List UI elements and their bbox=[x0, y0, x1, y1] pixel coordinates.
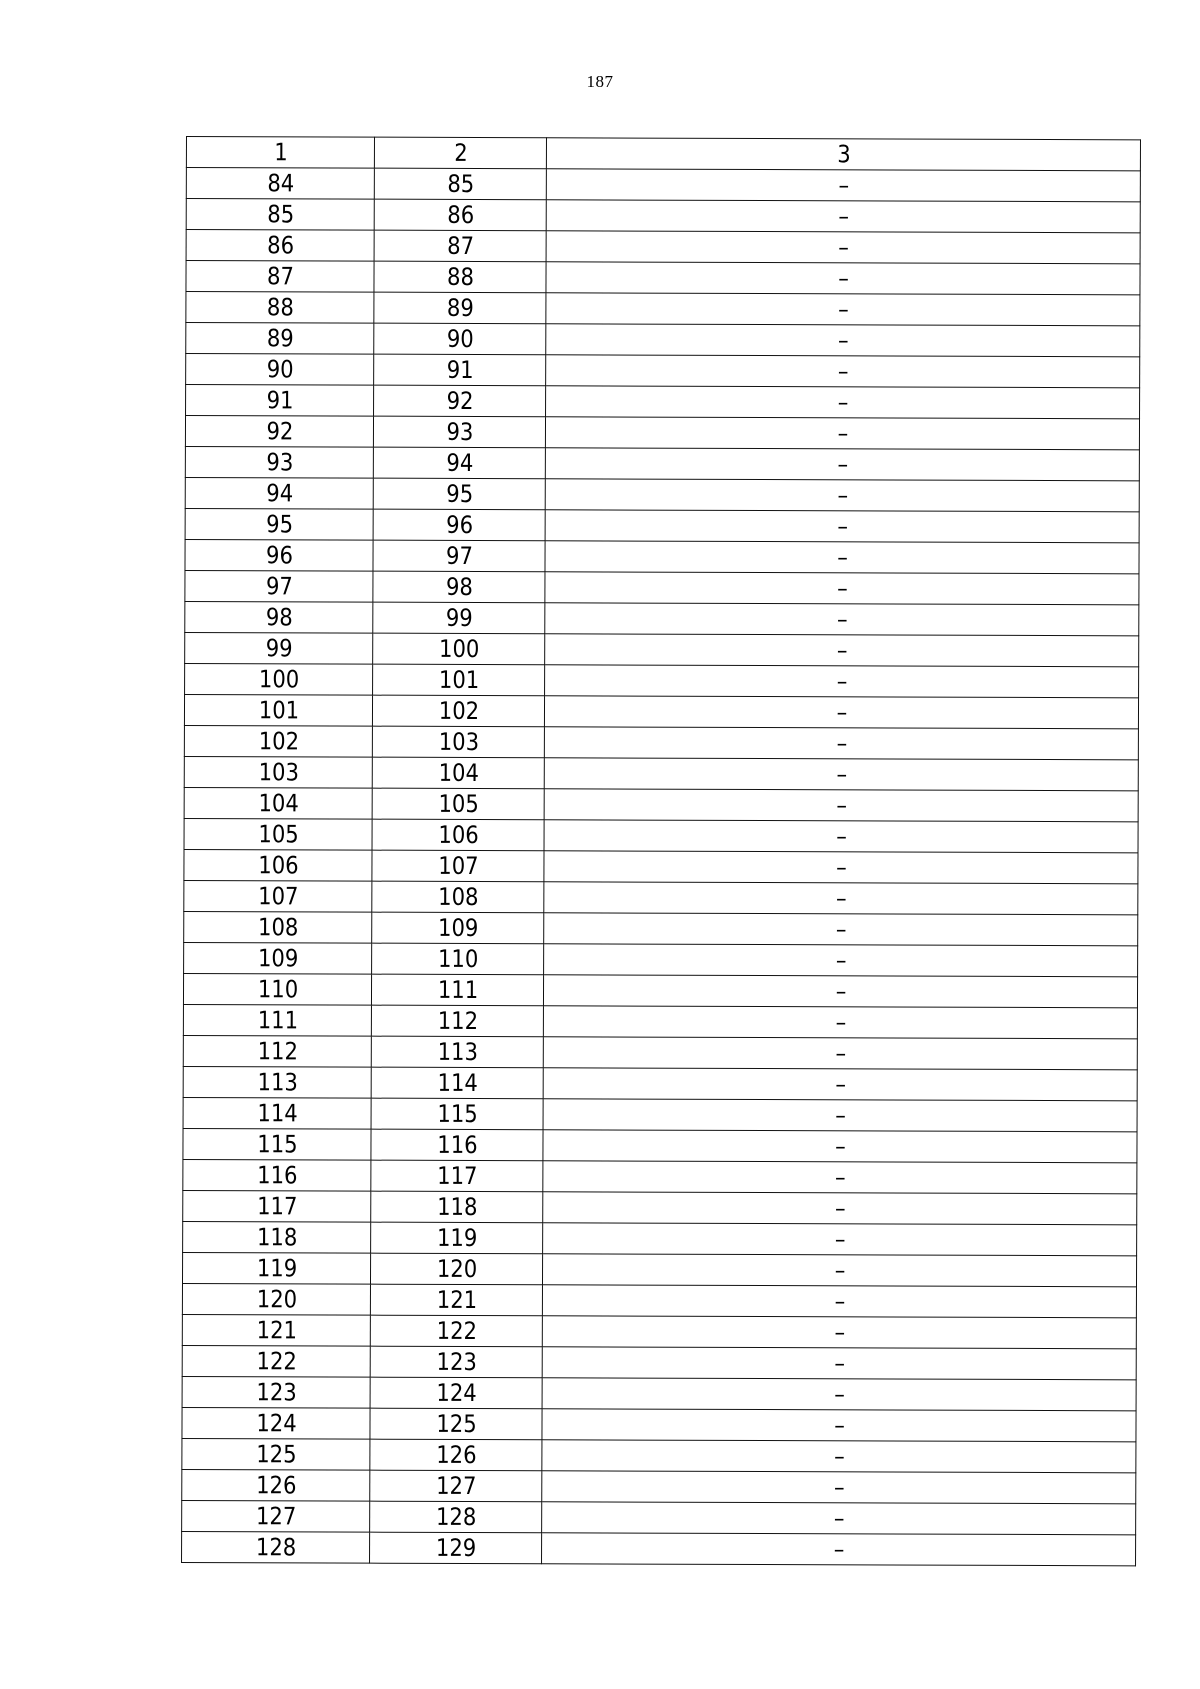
table-row bbox=[182, 1438, 1136, 1472]
table-row bbox=[184, 756, 1138, 790]
table-cell: 106 bbox=[382, 819, 533, 851]
table-cell: – bbox=[579, 944, 1102, 977]
table-cell: 102 bbox=[383, 695, 534, 727]
table-row bbox=[184, 911, 1138, 945]
table-cell: 104 bbox=[195, 788, 361, 820]
table-row bbox=[182, 1314, 1136, 1348]
table-cell: – bbox=[579, 913, 1102, 946]
table-cell: 123 bbox=[380, 1346, 531, 1378]
table-row bbox=[182, 1345, 1136, 1379]
table-cell: 96 bbox=[383, 509, 534, 541]
table-cell: 122 bbox=[193, 1346, 359, 1378]
table-row bbox=[182, 1376, 1136, 1410]
table-cell: – bbox=[581, 479, 1104, 512]
table-cell: 125 bbox=[193, 1439, 359, 1471]
table-row bbox=[184, 942, 1138, 976]
table-cell: 106 bbox=[195, 850, 361, 882]
table-cell: 113 bbox=[382, 1036, 533, 1068]
table-cell: 117 bbox=[194, 1191, 360, 1223]
table-cell: 99 bbox=[196, 633, 362, 665]
table-cell: 124 bbox=[193, 1408, 359, 1440]
table-cell: – bbox=[580, 820, 1103, 853]
page-number: 187 bbox=[586, 72, 614, 91]
table-cell: – bbox=[581, 448, 1104, 481]
table-cell: 112 bbox=[382, 1005, 533, 1037]
table-cell: 103 bbox=[383, 726, 534, 758]
table-cell: 107 bbox=[195, 881, 361, 913]
table-cell: – bbox=[581, 417, 1104, 450]
table-cell: – bbox=[581, 324, 1104, 357]
table-cell: 128 bbox=[193, 1532, 359, 1564]
table-cell: 108 bbox=[382, 881, 533, 913]
table-row bbox=[185, 446, 1139, 480]
table-cell: – bbox=[578, 1378, 1101, 1411]
table-cell: 91 bbox=[197, 385, 363, 417]
table-row bbox=[182, 1283, 1136, 1317]
table-cell: – bbox=[578, 1316, 1101, 1349]
table-cell: 94 bbox=[196, 478, 362, 510]
table-row bbox=[186, 230, 1140, 264]
table-row bbox=[186, 168, 1140, 202]
table-cell: 127 bbox=[380, 1470, 531, 1502]
table-cell: 121 bbox=[194, 1315, 360, 1347]
table-cell: 118 bbox=[194, 1222, 360, 1254]
table-cell: 109 bbox=[382, 912, 533, 944]
table-cell: – bbox=[578, 1223, 1101, 1256]
table-cell: – bbox=[579, 1130, 1102, 1163]
table-cell: – bbox=[579, 1099, 1102, 1132]
table-cell: 103 bbox=[196, 757, 362, 789]
table-cell: 84 bbox=[198, 168, 364, 200]
table-cell: – bbox=[578, 1285, 1101, 1318]
table-row bbox=[183, 1035, 1137, 1069]
table-row bbox=[184, 694, 1138, 728]
table-cell: – bbox=[579, 882, 1102, 915]
table-cell: – bbox=[581, 355, 1104, 388]
table-cell: – bbox=[577, 1471, 1100, 1504]
table-cell: – bbox=[577, 1440, 1100, 1473]
table-row bbox=[185, 416, 1139, 450]
table-row bbox=[186, 385, 1140, 419]
table-cell: – bbox=[579, 1068, 1102, 1101]
table-row bbox=[182, 1500, 1136, 1534]
table-cell: 111 bbox=[195, 1005, 361, 1037]
table-header bbox=[186, 137, 1140, 171]
table-cell: 117 bbox=[381, 1160, 532, 1192]
table-row bbox=[186, 354, 1140, 388]
table-cell: 97 bbox=[383, 540, 534, 572]
table-row bbox=[185, 539, 1139, 573]
table-cell: 97 bbox=[196, 571, 362, 603]
table-cell: 102 bbox=[196, 726, 362, 758]
table-row bbox=[182, 1469, 1136, 1503]
table-cell: – bbox=[580, 851, 1103, 884]
table-cell: – bbox=[581, 386, 1104, 419]
table-row bbox=[185, 663, 1139, 697]
table-row bbox=[186, 261, 1140, 295]
table-cell: 95 bbox=[196, 509, 362, 541]
table-row bbox=[184, 849, 1138, 883]
table-cell: – bbox=[579, 1006, 1102, 1039]
table-cell: 88 bbox=[384, 261, 535, 293]
table-row bbox=[184, 725, 1138, 759]
table-cell: – bbox=[580, 696, 1103, 729]
table-cell: – bbox=[578, 1161, 1101, 1194]
table-row bbox=[185, 477, 1139, 511]
table-cell: 107 bbox=[382, 850, 533, 882]
table-cell: 119 bbox=[381, 1222, 532, 1254]
table-cell: 86 bbox=[384, 199, 535, 231]
column-header-3: 3 bbox=[582, 138, 1105, 171]
table-row bbox=[186, 323, 1140, 357]
table-cell: 89 bbox=[197, 323, 363, 355]
table-cell: 99 bbox=[383, 602, 534, 634]
table-cell: – bbox=[581, 510, 1104, 543]
table-row bbox=[184, 880, 1138, 914]
table-row bbox=[183, 973, 1137, 1007]
table-cell: 125 bbox=[380, 1408, 531, 1440]
table-cell: 123 bbox=[193, 1377, 359, 1409]
table-cell: – bbox=[580, 603, 1103, 636]
table-cell: 100 bbox=[383, 633, 534, 665]
table-cell: 98 bbox=[196, 602, 362, 634]
table-row bbox=[185, 632, 1139, 666]
table-cell: 129 bbox=[380, 1532, 531, 1564]
table-cell: 90 bbox=[384, 323, 535, 355]
table-cell: – bbox=[580, 758, 1103, 791]
table-row bbox=[186, 292, 1140, 326]
table-cell: 116 bbox=[194, 1160, 360, 1192]
table-cell: 115 bbox=[381, 1098, 532, 1130]
table-row bbox=[183, 1066, 1137, 1100]
table-cell: 121 bbox=[381, 1284, 532, 1316]
table-cell: 92 bbox=[197, 416, 363, 448]
table-cell: 110 bbox=[195, 974, 361, 1006]
table-cell: 85 bbox=[197, 199, 363, 231]
table-cell: 111 bbox=[382, 974, 533, 1006]
table-cell: 94 bbox=[384, 447, 535, 479]
table-cell: 86 bbox=[197, 230, 363, 262]
table-cell: 95 bbox=[384, 478, 535, 510]
table-cell: 114 bbox=[194, 1098, 360, 1130]
table-cell: 100 bbox=[196, 664, 362, 696]
table-cell: – bbox=[579, 975, 1102, 1008]
table-cell: – bbox=[580, 789, 1103, 822]
table-cell: – bbox=[577, 1533, 1100, 1566]
table-row bbox=[185, 508, 1139, 542]
table-cell: – bbox=[580, 665, 1103, 698]
table-cell: 126 bbox=[193, 1470, 359, 1502]
table-cell: 104 bbox=[383, 757, 534, 789]
table-cell: – bbox=[582, 200, 1105, 233]
table-cell: 116 bbox=[381, 1129, 532, 1161]
table-cell: – bbox=[578, 1409, 1101, 1442]
column-header-2: 2 bbox=[385, 137, 536, 169]
table-cell: 120 bbox=[381, 1253, 532, 1285]
table-cell: 89 bbox=[384, 292, 535, 324]
table-cell: 98 bbox=[383, 571, 534, 603]
table-cell: 93 bbox=[197, 447, 363, 479]
table-cell: 124 bbox=[380, 1377, 531, 1409]
table-cell: – bbox=[581, 541, 1104, 574]
table-cell: 115 bbox=[194, 1129, 360, 1161]
table-cell: – bbox=[580, 634, 1103, 667]
table-row bbox=[186, 199, 1140, 233]
table-cell: 112 bbox=[195, 1036, 361, 1068]
table-row bbox=[182, 1407, 1136, 1441]
table-cell: 108 bbox=[195, 912, 361, 944]
table-cell: – bbox=[577, 1502, 1100, 1535]
table-cell: 87 bbox=[197, 261, 363, 293]
table-cell: – bbox=[582, 231, 1105, 264]
table-cell: – bbox=[580, 727, 1103, 760]
table-cell: – bbox=[579, 1037, 1102, 1070]
table-cell: 88 bbox=[197, 292, 363, 324]
table-body bbox=[182, 168, 1141, 1566]
table-cell: 87 bbox=[384, 230, 535, 262]
table-cell: – bbox=[581, 293, 1104, 326]
table-cell: 113 bbox=[194, 1067, 360, 1099]
table-cell: 128 bbox=[380, 1501, 531, 1533]
table-cell: – bbox=[582, 169, 1105, 202]
table-row bbox=[184, 787, 1138, 821]
data-table bbox=[181, 136, 1141, 1566]
table-header-row bbox=[186, 137, 1140, 171]
table-cell: 126 bbox=[380, 1439, 531, 1471]
table-cell: – bbox=[578, 1192, 1101, 1225]
table-row bbox=[183, 1190, 1137, 1224]
table-cell: 122 bbox=[381, 1315, 532, 1347]
table-cell: 120 bbox=[194, 1284, 360, 1316]
table-cell: 101 bbox=[383, 664, 534, 696]
table-cell: 119 bbox=[194, 1253, 360, 1285]
table-cell: 93 bbox=[384, 416, 535, 448]
table-row bbox=[184, 818, 1138, 852]
table-cell: 91 bbox=[384, 354, 535, 386]
table-cell: – bbox=[582, 262, 1105, 295]
table-row bbox=[183, 1128, 1137, 1162]
table-row bbox=[183, 1004, 1137, 1038]
column-header-1: 1 bbox=[198, 137, 364, 169]
table-row bbox=[185, 570, 1139, 604]
table-cell: – bbox=[578, 1347, 1101, 1380]
table-cell: 114 bbox=[381, 1067, 532, 1099]
table-cell: 105 bbox=[195, 819, 361, 851]
table-cell: – bbox=[581, 572, 1104, 605]
table-row bbox=[182, 1531, 1136, 1565]
table-cell: 110 bbox=[382, 943, 533, 975]
table-cell: 96 bbox=[196, 540, 362, 572]
table-row bbox=[183, 1097, 1137, 1131]
table-cell: 127 bbox=[193, 1501, 359, 1533]
table-cell: 101 bbox=[196, 695, 362, 727]
table-cell: – bbox=[578, 1254, 1101, 1287]
table-row bbox=[182, 1252, 1136, 1286]
table-cell: 105 bbox=[382, 788, 533, 820]
table-cell: 92 bbox=[384, 385, 535, 417]
table-cell: 90 bbox=[197, 354, 363, 386]
table-cell: 109 bbox=[195, 943, 361, 975]
table-row bbox=[183, 1221, 1137, 1255]
table-row bbox=[185, 601, 1139, 635]
table-cell: 85 bbox=[385, 168, 536, 200]
table-cell: 118 bbox=[381, 1191, 532, 1223]
table-row bbox=[183, 1159, 1137, 1193]
